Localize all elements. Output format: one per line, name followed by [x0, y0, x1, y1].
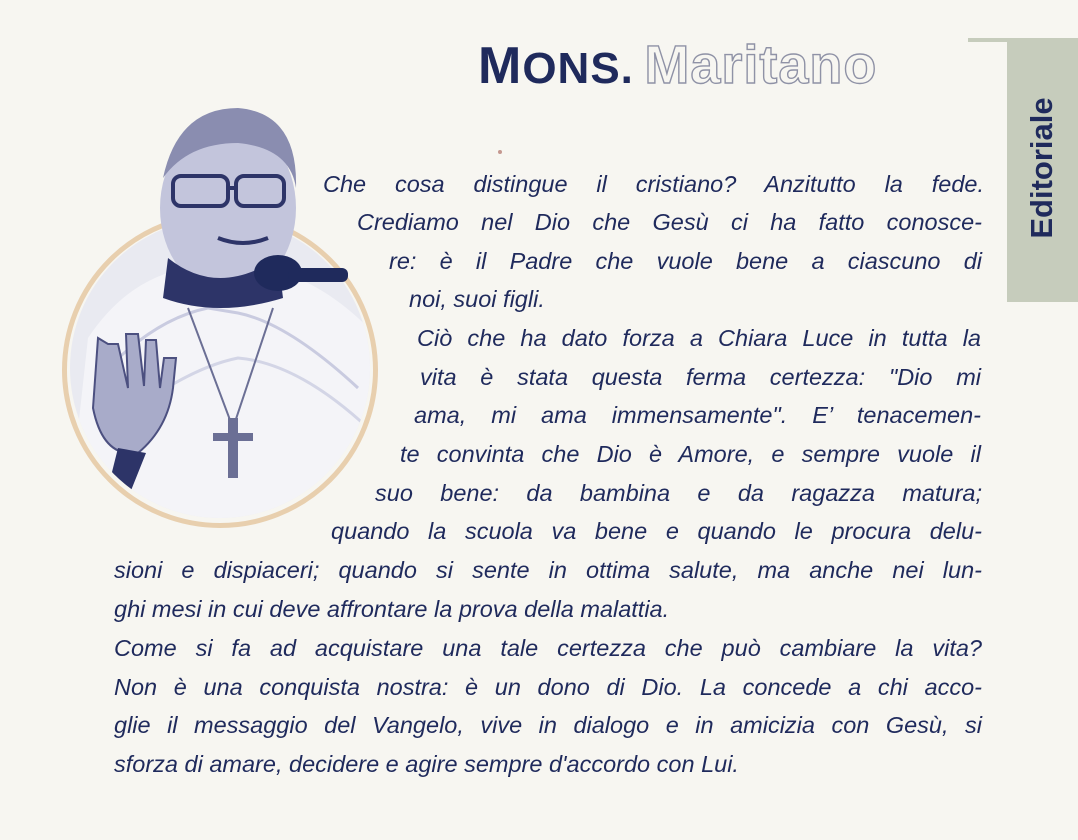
text-line: te convinta che Dio è Amore, e sempre vuole il — [400, 441, 981, 467]
print-speck — [498, 150, 502, 154]
text-line: re: è il Padre che vuole bene a ciascuno di — [389, 248, 982, 274]
text-line: glie il messaggio del Vangelo, vive in dialogo e in amicizia con Gesù, si — [114, 712, 982, 738]
text-line: suo bene: da bambina e da ragazza matura; — [375, 480, 982, 506]
text-line: Come si fa ad acquistare una tale certezza che può cambiare la vita? — [114, 635, 982, 661]
text-line: sioni e dispiaceri; quando si sente in ottima salute, ma anche nei lun- — [114, 557, 982, 583]
text-line: Crediamo nel Dio che Gesù ci ha fatto conosce- — [357, 209, 982, 235]
text-line: ama, mi ama immensamente". E’ tenacemen- — [414, 402, 981, 428]
title-surname: Maritano — [644, 35, 878, 95]
text-line: Non è una conquista nostra: è un dono di Dio. La concede a chi acco- — [114, 674, 982, 700]
text-line: quando la scuola va bene e quando le procura delu- — [331, 518, 982, 544]
section-tab-label: Editoriale — [1024, 97, 1059, 239]
text-line: vita è stata questa ferma certezza: "Dio mi — [420, 364, 981, 390]
title-prefix: MONS. — [478, 37, 634, 95]
text-line: Ciò che ha dato forza a Chiara Luce in tutta la — [417, 325, 981, 351]
text-line: noi, suoi figli. — [409, 286, 545, 312]
text-line: Che cosa distingue il cristiano? Anzitutto la fede. — [323, 171, 984, 197]
text-line: ghi mesi in cui deve affrontare la prova della malattia. — [114, 596, 670, 622]
text-line: sforza di amare, decidere e agire sempre d'accordo con Lui. — [114, 751, 739, 777]
page-title — [478, 35, 878, 95]
